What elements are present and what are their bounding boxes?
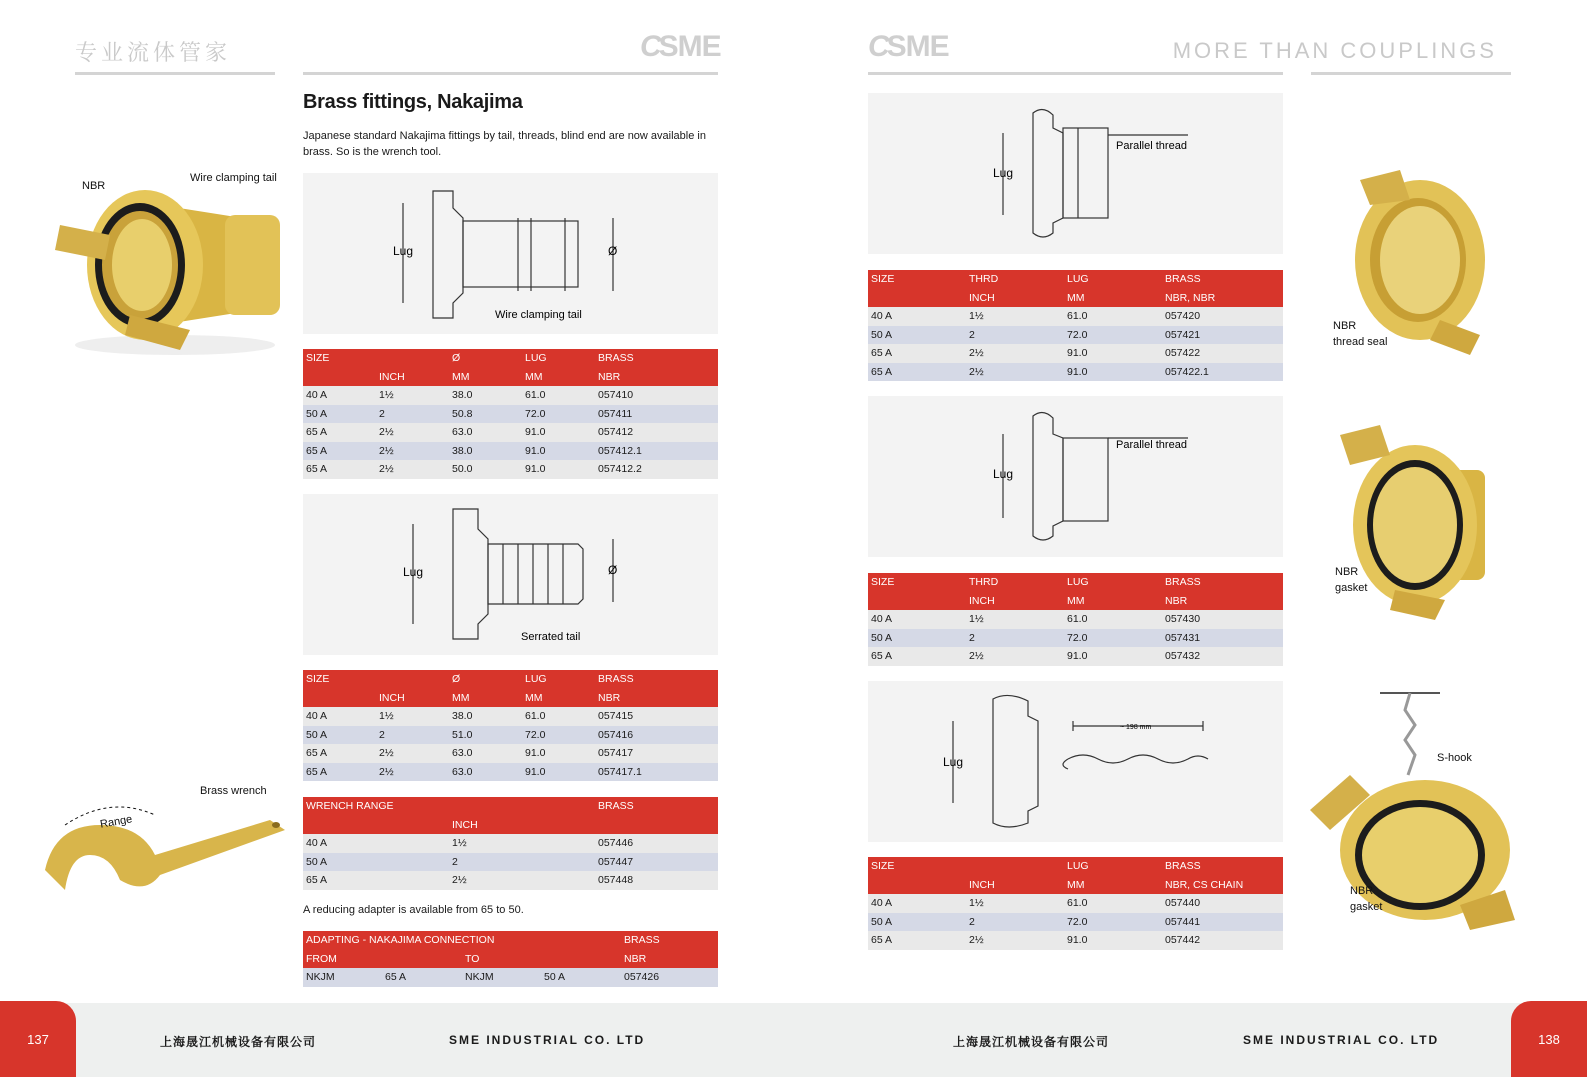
coupling-thread-seal-photo	[1340, 160, 1520, 360]
table-row: 65 A 2½ 50.0 91.0 057412.2	[303, 460, 718, 479]
header-english-slogan: MORE THAN COUPLINGS	[1172, 38, 1497, 63]
table-parallel-thread-nbr-nbr: SIZE THRD LUG BRASS INCH MM NBR, NBR 40 A 1½ 61.0 057420 50 A 2 72.0 057421 65 A 2½ 91.0 057422 65 A 2½ 91.0 057422.1	[868, 270, 1283, 381]
diagram-parallel-thread-1	[868, 93, 1283, 254]
table-parallel-thread-nbr: SIZE THRD LUG BRASS INCH MM NBR 40 A 1½ 61.0 057430 50 A 2 72.0 057431 65 A 2½ 91.0 057432	[868, 573, 1283, 666]
label-nbr-gasket-b1: NBR	[1350, 885, 1374, 897]
label-nbr-thread-seal-1: NBR	[1333, 320, 1357, 332]
intro-text: Japanese standard Nakajima fittings by tail, threads, blind end are now available in brass. So is the wrench tool.	[303, 130, 706, 158]
table-row: 50 A 2 50.8 72.0 057411	[303, 405, 718, 424]
label-s-hook: S-hook	[1437, 752, 1472, 764]
table-row: 65 A 2½ 91.0 057422	[868, 344, 1283, 363]
d2-diameter-label: Ø	[608, 563, 618, 577]
diagram-blind-end-chain	[868, 681, 1283, 842]
table-row: 40 A 1½ 61.0 057430	[868, 610, 1283, 629]
label-wire-clamping-tail: Wire clamping tail	[190, 172, 277, 184]
reducing-adapter-note: A reducing adapter is available from 65 to 50.	[303, 904, 524, 916]
table-row: 65 A 2½ 63.0 91.0 057417.1	[303, 763, 718, 782]
header-rule-right-1	[868, 72, 1283, 75]
table-row: 65 A 2½ 057448	[303, 871, 718, 890]
label-nbr-gasket-a1: NBR	[1335, 566, 1359, 578]
table-row: 50 A 2 51.0 72.0 057416	[303, 726, 718, 745]
header-chinese-slogan: 专业流体管家	[75, 41, 232, 66]
table-row: 65 A 2½ 63.0 91.0 057417	[303, 744, 718, 763]
table-row: 65 A 2½ 38.0 91.0 057412.1	[303, 442, 718, 461]
diagram-wire-clamping-tail	[303, 173, 718, 334]
table-row: 40 A 1½ 61.0 057420	[868, 307, 1283, 326]
d3-caption: Parallel thread	[1116, 140, 1187, 152]
d4-lug-label: Lug	[993, 467, 1014, 481]
table-row: 65 A 2½ 91.0 057432	[868, 647, 1283, 666]
footer-company-cn-right: 上海晟江机械设备有限公司	[953, 1035, 1110, 1049]
d5-chain-length: ~ 198 mm	[1120, 724, 1152, 731]
table-row: 65 A 2½ 63.0 91.0 057412	[303, 423, 718, 442]
label-nbr-gasket-b2: gasket	[1350, 901, 1383, 913]
d1-caption: Wire clamping tail	[495, 309, 582, 321]
diagram-parallel-thread-2	[868, 396, 1283, 557]
table-row: NKJM 65 A NKJM 50 A 057426	[303, 968, 718, 987]
table-row: 65 A 2½ 91.0 057442	[868, 931, 1283, 950]
table-row: 50 A 2 72.0 057431	[868, 629, 1283, 648]
label-range: Range	[99, 813, 134, 831]
d5-lug-label: Lug	[943, 755, 964, 769]
sme-logo-left: CSME	[640, 30, 721, 63]
header-rule-left-1	[75, 72, 275, 75]
diagram-serrated-tail	[303, 494, 718, 655]
d4-caption: Parallel thread	[1116, 439, 1187, 451]
d3-lug-label: Lug	[993, 166, 1014, 180]
table-row: 40 A 1½ 61.0 057440	[868, 894, 1283, 913]
label-nbr-gasket-a2: gasket	[1335, 582, 1368, 594]
d2-lug-label: Lug	[403, 565, 424, 579]
table-row: 50 A 2 057447	[303, 853, 718, 872]
header-rule-left-2	[303, 72, 718, 75]
header-rule-right-2	[1311, 72, 1511, 75]
table-serrated: SIZE Ø LUG BRASS INCH MM MM NBR 40 A 1½ 38.0 61.0 057415 50 A 2 51.0 72.0 057416 65 A 2½ 63.0 91.0 057417 65 A 2½ 63.0 91.0 057417.1	[303, 670, 718, 781]
page-number-left: 137	[0, 1001, 76, 1077]
table-row: 50 A 2 72.0 057441	[868, 913, 1283, 932]
table-row: 40 A 1½ 38.0 61.0 057415	[303, 707, 718, 726]
sme-logo-right: CSME	[868, 30, 949, 63]
table-row: 40 A 1½ 38.0 61.0 057410	[303, 386, 718, 405]
brass-wrench-photo	[40, 800, 290, 910]
label-nbr: NBR	[82, 180, 106, 192]
page-title: Brass fittings, Nakajima	[303, 91, 523, 113]
table-adapter: ADAPTING - NAKAJIMA CONNECTION BRASS FROM TO NBR NKJM 65 A NKJM 50 A 057426	[303, 931, 718, 987]
footer-company-cn-left: 上海晟江机械设备有限公司	[160, 1035, 317, 1049]
footer-company-en-left: SME INDUSTRIAL CO. LTD	[449, 1033, 646, 1047]
d2-caption: Serrated tail	[521, 631, 581, 643]
d1-diameter-label: Ø	[608, 244, 618, 258]
label-brass-wrench: Brass wrench	[200, 785, 267, 797]
table-wrench: WRENCH RANGE BRASS INCH 40 A 1½ 057446 50 A 2 057447 65 A 2½ 057448	[303, 797, 718, 890]
table-row: 50 A 2 72.0 057421	[868, 326, 1283, 345]
table-wire-clamping: SIZE Ø LUG BRASS INCH MM MM NBR 40 A 1½ 38.0 61.0 057410 50 A 2 50.8 72.0 057411 65 A 2½ 63.0 91.0 057412 65 A 2½ 38.0 91.0 057412.1 65 A 2½ 50.0 91.0 057412.2	[303, 349, 718, 479]
label-nbr-thread-seal-2: thread seal	[1333, 336, 1388, 348]
coupling-wire-tail-photo	[50, 180, 290, 360]
d1-lug-label: Lug	[393, 244, 414, 258]
table-row: 65 A 2½ 91.0 057422.1	[868, 363, 1283, 382]
table-blind-end: SIZE LUG BRASS INCH MM NBR, CS CHAIN 40 A 1½ 61.0 057440 50 A 2 72.0 057441 65 A 2½ 91.0 057442	[868, 857, 1283, 950]
page-number-right: 138	[1511, 1001, 1587, 1077]
table-row: 40 A 1½ 057446	[303, 834, 718, 853]
footer-company-en-right: SME INDUSTRIAL CO. LTD	[1243, 1033, 1440, 1047]
coupling-blind-end-photo	[1310, 690, 1530, 940]
